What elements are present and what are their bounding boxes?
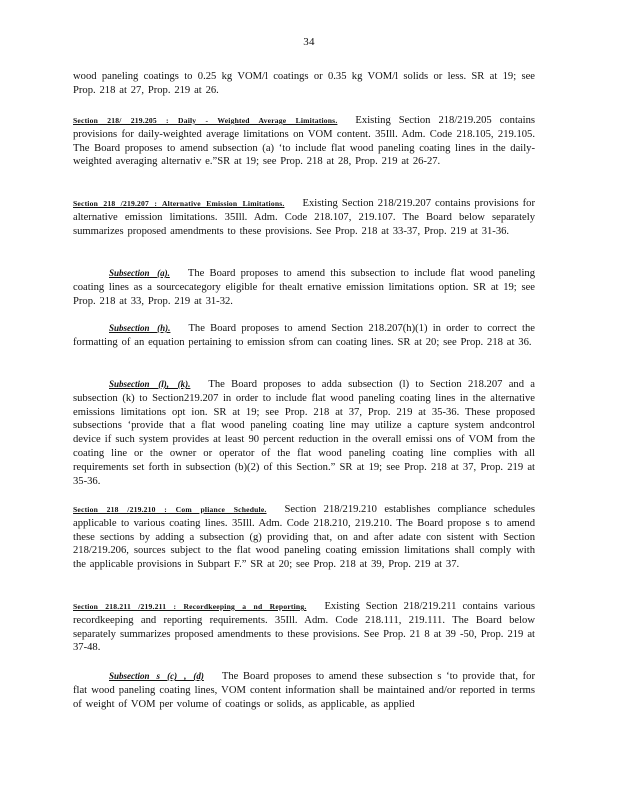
subsection-heading: Subsection (a). [109, 268, 170, 278]
section-heading: Section 218 /219.210 : Com pliance Schedule. [73, 505, 267, 514]
paragraph-section-207 [73, 197, 535, 238]
paragraph-text: The Board proposes to amend this subsection to include flat wood paneling coating lines as a sourcecategory eligible for thealt ernative emission limitations option. SR at 19; see Prop. 218 at 33, Prop. 219 at 31-32. [73, 268, 535, 307]
section-heading: Section 218 /219.207 : Alternative Emission Limitations. [73, 199, 285, 208]
paragraph-text: The Board proposes to adda subsection (l) to Section 218.207 and a subsection (k) to Section219.207 in order to include flat wood paneling coating lines in the alternative emissions limitations opt ion. SR at 19; see Prop. 218 at 37, Prop. 219 at 35-36. These proposed subsections ‘provide that a flat wood paneling coating line may utilize a capture system andcontrol device if such system provides at least 90 percent reduction in the overall emissi ons of VOM from the coating line or the owner or operator of the flat wood paneling coating line complies with all requirements set forth in subsection (b)(2) of this Section.” SR at 19; see Prop. 218 at 37, Prop. 219 at 35-36. [73, 379, 536, 487]
subsection-heading: Subsection s (c) , (d) [109, 671, 204, 681]
paragraph-text: The Board proposes to amend Section 218.207(h)(1) in order to correct the formatting of an equation pertaining to emission sfrom can coating lines. SR at 20; see Prop. 218 at 36. [73, 323, 535, 348]
paragraph-subsection-c-d [73, 670, 535, 711]
paragraph-section-210 [73, 503, 535, 572]
page-number: 34 [303, 36, 315, 48]
paragraph-section-211 [73, 600, 535, 655]
paragraph-subsection-l-k [73, 378, 535, 488]
subsection-heading: Subsection (l), (k). [109, 379, 191, 389]
section-heading: Section 218.211 /219.211 : Recordkeeping a nd Reporting. [73, 602, 307, 611]
paragraph-text: wood paneling coatings to 0.25 kg VOM/l coatings or 0.35 kg VOM/l solids or less. SR at 19; see Prop. 218 at 27, Prop. 219 at 26. [73, 71, 535, 96]
section-heading: Section 218/ 219.205 : Daily - Weighted Average Limitations. [73, 116, 338, 125]
paragraph-text: Section 218/219.210 establishes compliance schedules applicable to various coating lines. 35Ill. Adm. Code 218.210, 219.210. The Board propose s to amend these sections by adding a subsection (g) providing that, on and after adate con sistent with Section 218/219.206, sources subject to the flat wood paneling coating emission limitations shall comply with the applicable provisions in Subpart F.” SR at 20; see Prop. 218 at 39, Prop. 219 at 37. [73, 504, 535, 571]
subsection-heading: Subsection (h). [109, 323, 171, 333]
paragraph-text: The Board proposes to amend these subsection s ‘to provide that, for flat wood paneling coating lines, VOM content information shall be maintained and/or reported in terms of weight of VOM per volume of coatings or solids, as applicable, as applied [73, 671, 535, 710]
paragraph-subsection-a [73, 267, 535, 308]
paragraph-section-205 [73, 114, 535, 169]
paragraph-text: Existing Section 218/219.207 contains provisions for alternative emission limitations. 35Ill. Adm. Code 218.107, 219.107. The Board below separately summarizes proposed amendments to these provisions. See Prop. 218 at 33-37, Prop. 219 at 31-36. [73, 198, 535, 237]
paragraph-text: Existing Section 218/219.211 contains various recordkeeping and reporting requirements. 35Ill. Adm. Code 218.111, 219.111. The Board below separately summarizes proposed amendments to these provisions. See Prop. 21 8 at 39 -50, Prop. 219 at 37-48. [73, 601, 535, 654]
paragraph-subsection-h [73, 322, 535, 350]
paragraph-continuation [73, 70, 535, 98]
paragraph-text: Existing Section 218/219.205 contains provisions for daily-weighted average limitations on VOM content. 35Ill. Adm. Code 218.105, 219.105. The Board proposes to amend subsection (a) ‘to include flat wood paneling coating lines in the daily-weighted averaging alternativ e.”SR at 19; see Prop. 218 at 28, Prop. 219 at 26-27. [73, 115, 535, 168]
